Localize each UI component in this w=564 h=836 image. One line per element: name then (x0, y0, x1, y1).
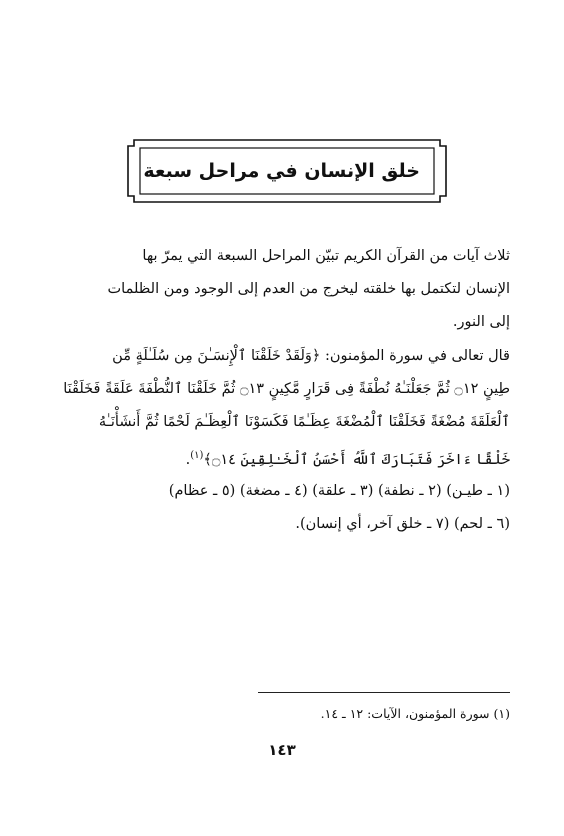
page-number: ١٤٣ (268, 741, 296, 759)
paragraph-line: إلى النور. (452, 314, 510, 330)
footnote: (١) سورة المؤمنون، الآيات: ١٢ ـ ١٤. (320, 706, 510, 721)
chapter-title: خلق الإنسان في مراحل سبعة (143, 160, 420, 182)
stages-list-paragraph (82, 475, 510, 541)
paragraph-line: ٱلْعَلَقَةَ مُضْغَةً فَخَلَقْنَا ٱلْمُضْغَةَ عِظَـٰمًا فَكَسَوْنَا ٱلْعِظَـٰمَ لَحْمًا ثُمَّ أَنشَأْنَـٰهُ (98, 414, 510, 430)
quran-quote-paragraph (63, 340, 510, 477)
paragraph-line: ثلاث آيات من القرآن الكريم تبيّن المراحل السبعة التي يمرّ بها (142, 248, 510, 264)
verse-text: خَلْقًا ءَاخَرَ فَتَبَارَكَ ٱللَّهُ أَحْسَنُ ٱلْخَـٰلِقِينَ ۝١٤﴾ (203, 451, 510, 468)
paragraph-line: طِينٍ ۝١٢ ثُمَّ جَعَلْنَـٰهُ نُطْفَةً فِى قَرَارٍ مَّكِينٍ ۝١٣ ثُمَّ خَلَقْنَا ٱلنُّطْفَةَ عَلَقَةً فَخَلَقْنَا (63, 381, 510, 397)
paragraph-line: (١ ـ طيـن) (٢ ـ نطفة) (٣ ـ علقة) (٤ ـ مضغة) (٥ ـ عظام) (168, 483, 510, 499)
intro-paragraph (82, 240, 510, 339)
footnote-marker: (١) (190, 450, 204, 461)
footnote-divider (258, 692, 510, 693)
paragraph-line: قال تعالى في سورة المؤمنون: ﴿وَلَقَدْ خَلَقْنَا ٱلْإِنسَـٰنَ مِن سُلَـٰلَةٍ مِّن (112, 348, 510, 364)
chapter-title-frame (124, 136, 450, 206)
paragraph-line: الإنسان لتكتمل بها خلقته ليخرج من العدم إلى الوجود ومن الظلمات (107, 281, 510, 297)
sentence-end: . (185, 451, 191, 468)
paragraph-line: (٦ ـ لحم) (٧ ـ خلق آخر، أي إنسان). (295, 516, 510, 532)
paragraph-line (82, 439, 510, 477)
